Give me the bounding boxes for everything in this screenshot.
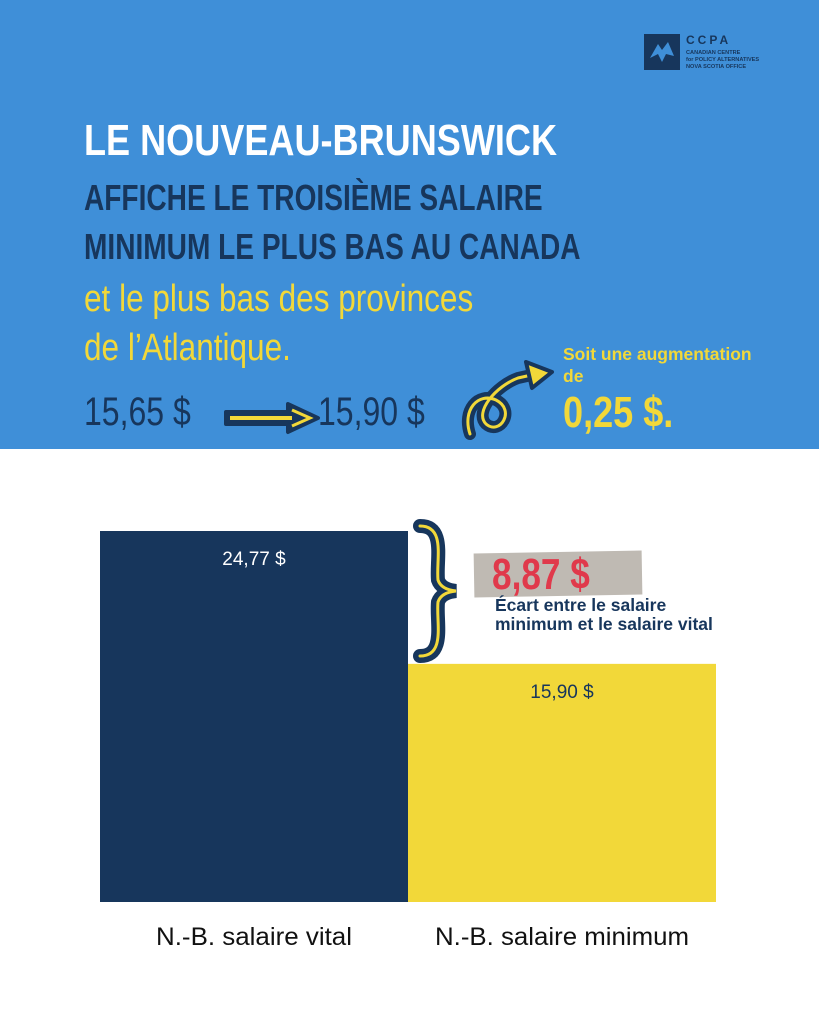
headline-line-1: LE NOUVEAU-BRUNSWICK [84, 116, 558, 165]
gap-value: 8,87 $ [492, 550, 590, 599]
bar-value-label: 15,90 $ [530, 681, 594, 703]
bar-living-wage [100, 531, 408, 902]
gap-brace-icon [406, 520, 466, 662]
category-label: N.-B. salaire vital [156, 923, 352, 951]
logo-line-3: NOVA SCOTIA OFFICE [686, 64, 747, 70]
bar-value-label: 24,77 $ [222, 549, 286, 570]
ccpa-logo [644, 34, 774, 74]
logo-name: CCPA [686, 33, 732, 47]
increase-amount: 0,25 $. [563, 388, 674, 437]
new-wage: 15,90 $ [318, 390, 425, 434]
logo-line-2: for POLICY ALTERNATIVES [686, 57, 760, 63]
ccpa-logo-icon [644, 34, 680, 70]
increase-note: Soit une augmentation de [563, 344, 752, 386]
category-label: N.-B. salaire minimum [435, 923, 689, 951]
right-arrow-icon [222, 400, 322, 436]
headline-line-5: de l’Atlantique. [84, 327, 291, 369]
headline-line-2: AFFICHE LE TROISIÈME SALAIRE [84, 177, 543, 218]
gap-description: Écart entre le salaire minimum et le salaire vital [495, 595, 713, 634]
logo-line-1: CANADIAN CENTRE [686, 50, 741, 56]
headline-line-4: et le plus bas des provinces [84, 278, 474, 320]
old-wage: 15,65 $ [84, 390, 191, 434]
curly-arrow-icon [460, 356, 560, 440]
headline-line-3: MINIMUM LE PLUS BAS AU CANADA [84, 226, 581, 267]
